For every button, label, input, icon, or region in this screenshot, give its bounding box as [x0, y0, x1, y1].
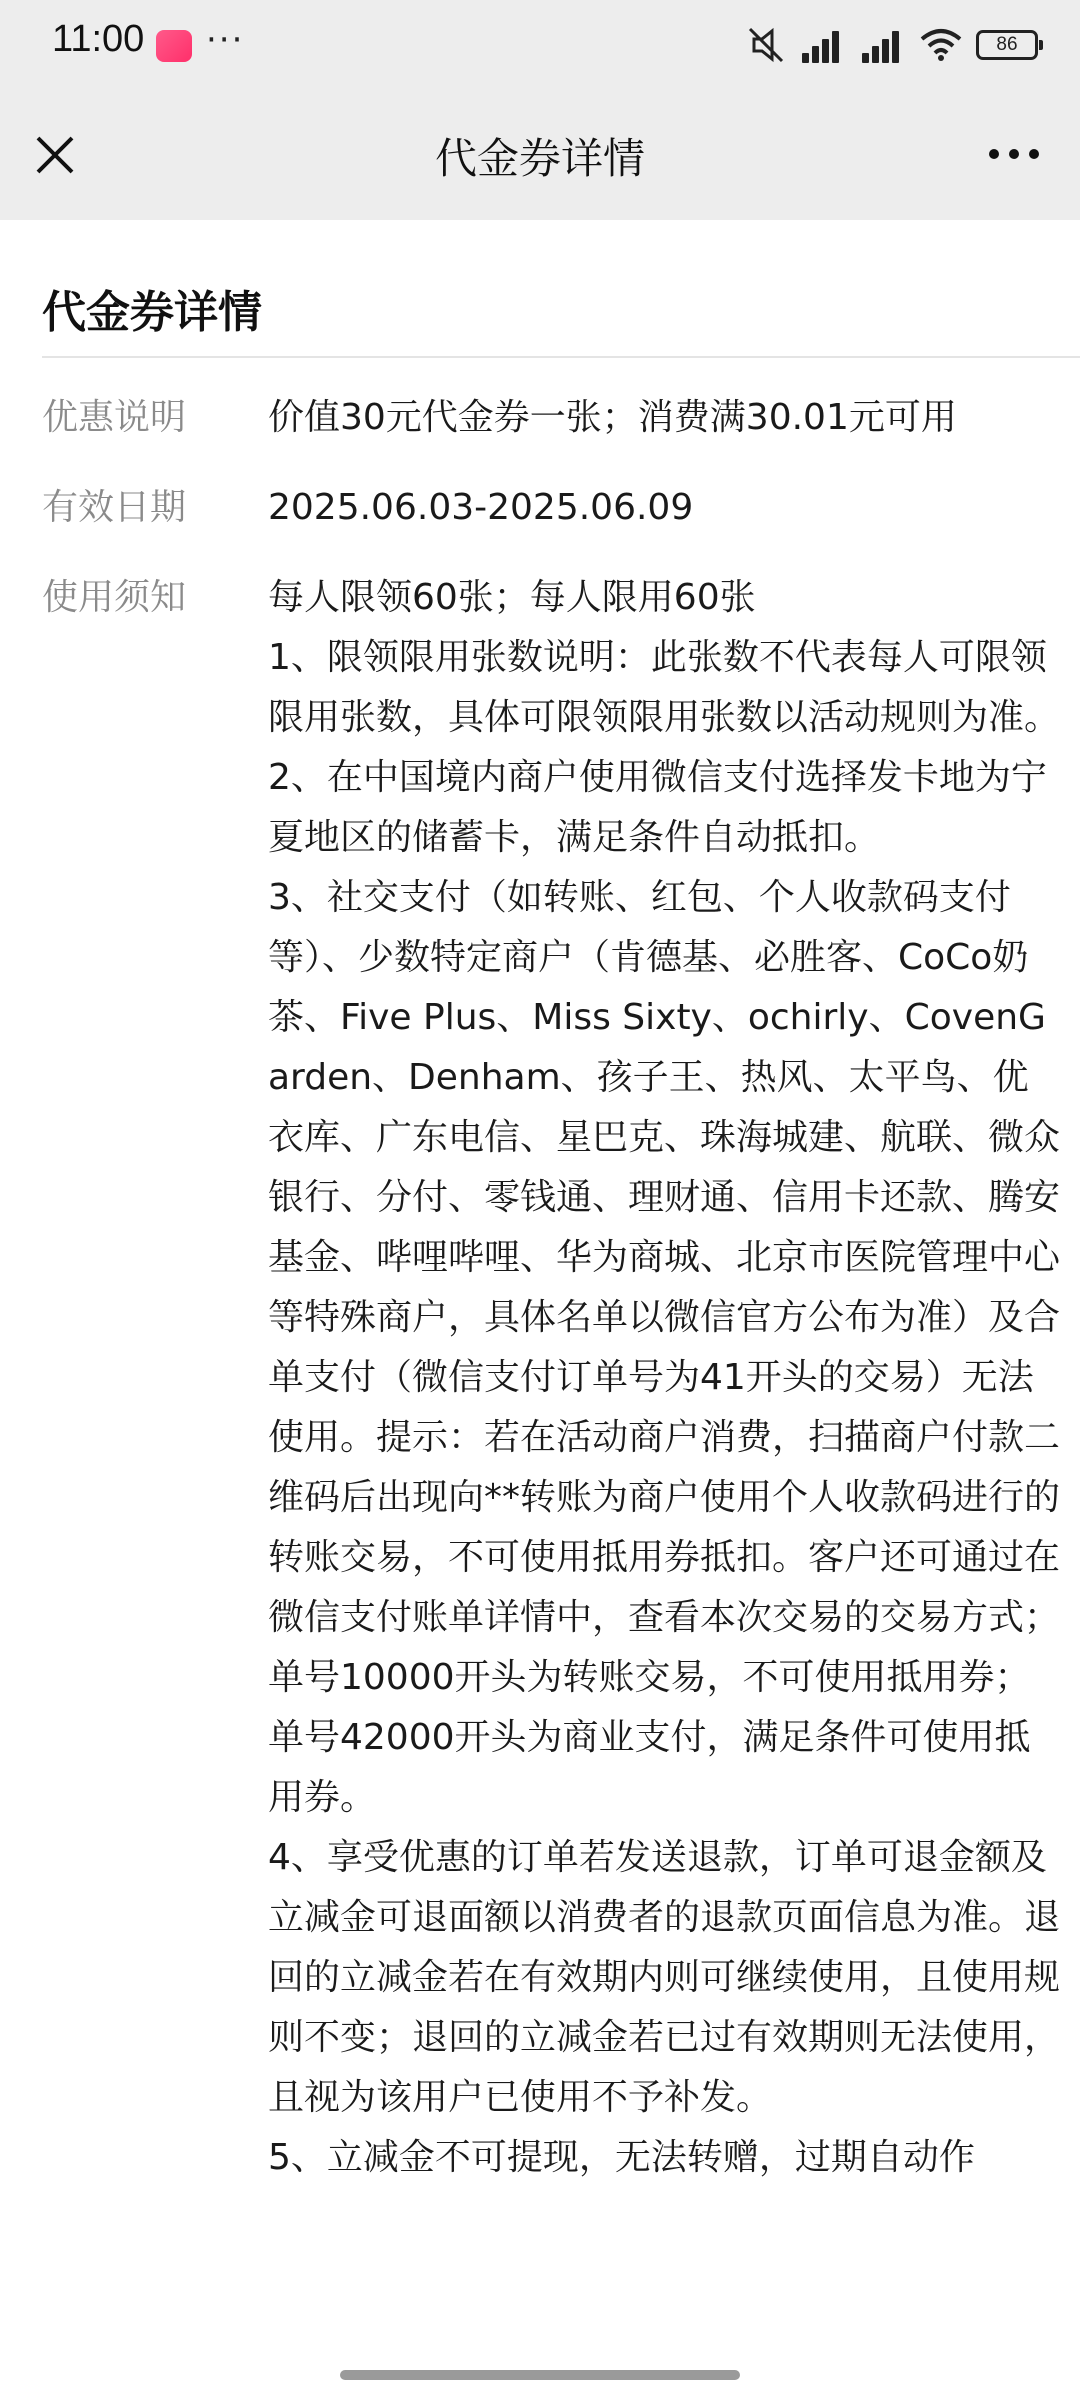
- validity-row: [42, 478, 1042, 538]
- validity-value: 2025.06.03-2025.06.09: [268, 487, 694, 528]
- usage-notes: [268, 568, 1062, 2188]
- offer-row: [42, 388, 1042, 448]
- nav-bar: [0, 90, 1080, 220]
- mute-icon: [746, 25, 786, 65]
- home-indicator[interactable]: [340, 2370, 740, 2380]
- section-title: 代金券详情: [42, 287, 262, 338]
- app-notification-icon: [156, 30, 192, 62]
- notes-row: [42, 568, 1061, 2368]
- note-paragraph: 3、社交支付（如转账、红包、个人收款码支付等）、少数特定商户（肯德基、必胜客、CoCo奶茶、Five Plus、Miss Sixty、ochirly、CovenGarden、Denham、孩子王、热风、太平鸟、优衣库、广东电信、星巴克、珠海城建、航联、微众银行、分付、零钱通、理财通、信用卡还款、腾安基金、哔哩哔哩、华为商城、北京市医院管理中心等特殊商户，具体名单以微信官方公布为准）及合单支付（微信支付订单号为41开头的交易）无法使用。提示：若在活动商户消费，扫描商户付款二维码后出现向**转账为商户使用个人收款码进行的转账交易，不可使用抵用券抵扣。客户还可通过在微信支付账单详情中，查看本次交易的交易方式；单号10000开头为转账交易，不可使用抵用券；单号42000开头为商业支付，满足条件可使用抵用券。: [268, 877, 1061, 1818]
- note-paragraph: 1、限领限用张数说明：此张数不代表每人可限领限用张数，具体可限领限用张数以活动规则为准。: [268, 637, 1061, 738]
- note-paragraph: 4、享受优惠的订单若发送退款，订单可退金额及立减金可退面额以消费者的退款页面信息为准。退回的立减金若在有效期内则可继续使用，且使用规则不变；退回的立减金若已过有效期则无法使用，且视为该用户已使用不予补发。: [268, 1837, 1061, 2118]
- note-paragraph: 2、在中国境内商户使用微信支付选择发卡地为宁夏地区的储蓄卡，满足条件自动抵扣。: [268, 757, 1047, 858]
- status-bar: [0, 0, 1080, 90]
- status-indicators: [746, 22, 1038, 68]
- validity-label: 有效日期: [42, 487, 187, 528]
- offer-label: 优惠说明: [42, 397, 187, 438]
- notes-label: 使用须知: [42, 577, 187, 618]
- page-title: 代金券详情: [434, 134, 645, 183]
- note-paragraph: 每人限领60张；每人限用60张: [268, 577, 756, 618]
- note-paragraph: 5、立减金不可提现，无法转赠，过期自动作: [268, 2137, 975, 2178]
- battery-icon: 86: [976, 30, 1038, 60]
- more-notifications-icon: ···: [206, 20, 245, 60]
- bottom-fade: [0, 2330, 1080, 2400]
- status-time: 11:00: [52, 18, 145, 60]
- signal-icon: [800, 27, 846, 63]
- divider: [42, 356, 1080, 358]
- offer-value: 价值30元代金券一张；消费满30.01元可用: [268, 397, 957, 438]
- more-options-icon[interactable]: [984, 134, 1044, 174]
- signal-2-icon: [860, 27, 906, 63]
- wifi-icon: [920, 27, 962, 63]
